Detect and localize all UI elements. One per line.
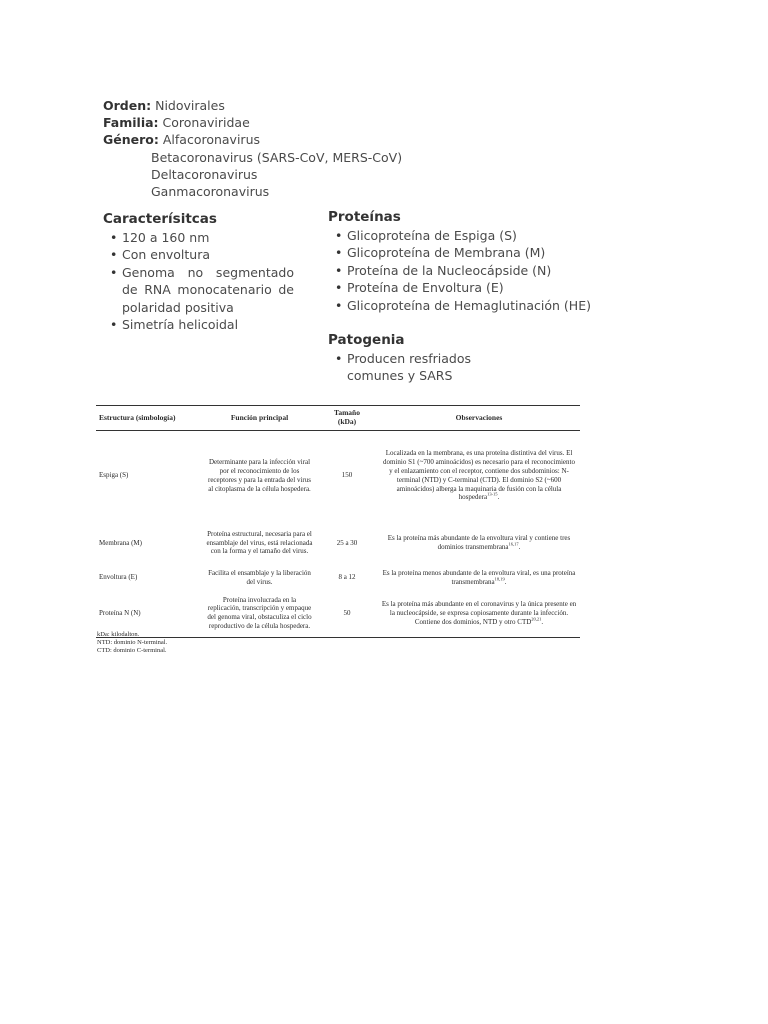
cell-estructura: Envoltura (E) <box>99 573 138 582</box>
cell-observaciones: Es la proteína menos abundante de la envoltura viral, es una proteína transmembrana$^{18,19}$. <box>382 568 576 586</box>
reference-superscript: 13-15 <box>487 492 498 498</box>
list-item: • Glicoproteína de Hemaglutinación (HE) <box>333 297 613 314</box>
genero-value: Betacoronavirus (SARS-CoV, MERS-CoV) <box>151 149 403 165</box>
list-item: • Proteína de Envoltura (E) <box>333 279 613 296</box>
familia-row <box>103 114 402 131</box>
caracteristicas-list <box>108 229 294 333</box>
list-item: • Proteína de la Nucleocápside (N) <box>333 262 613 279</box>
patogenia-list <box>333 350 533 385</box>
list-item: • Simetría helicoidal <box>108 316 294 333</box>
caracteristicas-title: Caracterísitcas <box>103 211 217 227</box>
header-observaciones: Observaciones <box>378 406 580 431</box>
footnote: NTD: dominio N-terminal. <box>97 638 168 646</box>
header-estructura: Estructura (simbología) <box>96 406 203 431</box>
list-item: • Con envoltura <box>108 246 294 263</box>
familia-value: Coronaviridae <box>162 115 250 131</box>
table-footnotes <box>97 631 167 654</box>
cell-observaciones: Es la proteína más abundante de la envoltura viral y contiene tres dominios transmembrana$^{16,17}$. <box>387 534 571 551</box>
header-tamano-text: Tamaño (kDa) <box>334 408 360 426</box>
cell-tamano: 8 a 12 <box>338 573 356 582</box>
cell-tamano: 25 a 30 <box>336 538 358 547</box>
table-row <box>96 590 580 638</box>
list-item: • Genoma no segmentado de RNA monocatenario de polaridad positiva <box>108 264 294 316</box>
cell-observaciones: Es la proteína más abundante en el coronavirus y la única presente en la nucleocápside, se expresa copiosamente durante la infección. Contiene dos dominios, NTD y otro CTD$^{20,21}$. <box>378 590 580 638</box>
reference-superscript: 20,21 <box>531 616 542 622</box>
orden-row <box>103 97 402 114</box>
observaciones-text: Es la proteína menos abundante de la envoltura viral, es una proteína transmembrana <box>382 568 576 586</box>
list-item: • Glicoproteína de Espiga (S) <box>333 227 613 244</box>
list-item: • Producen resfriados comunes y SARS <box>333 350 525 385</box>
footnote: kDa: kilodalton. <box>97 631 140 638</box>
cell-funcion: Facilita el ensamblaje y la liberación del virus. <box>208 568 311 586</box>
header-tamano <box>316 406 378 431</box>
protein-table <box>96 405 580 638</box>
reference-superscript: 18,19 <box>494 576 505 582</box>
taxonomy-block <box>103 97 402 200</box>
genero-label: Género: <box>103 132 159 148</box>
header-funcion: Función principal <box>203 406 316 431</box>
footnote: CTD: dominio C-terminal. <box>97 646 167 654</box>
observaciones-text: Es la proteína más abundante en el coronavirus y la única presente en la nucleocápside, se expresa copiosamente durante la infección. Contiene dos dominios, NTD y otro CTD <box>381 600 577 626</box>
table-row <box>96 521 580 566</box>
cell-estructura: Membrana (M) <box>99 538 142 547</box>
familia-label: Familia: <box>103 115 159 131</box>
cell-funcion: Determinante para la infección viral por el reconocimiento de los receptores y para la entrada del virus al citoplasma de la célula hospedera. <box>207 458 311 493</box>
proteinas-list <box>333 227 613 314</box>
cell-funcion: Proteína estructural, necesaria para el ensamblaje del virus, está relacionada con la forma y el tamaño del virus. <box>206 529 313 556</box>
observaciones-text: Es la proteína más abundante de la envoltura viral y contiene tres dominios transmembrana <box>387 534 571 551</box>
cell-funcion: Proteína involucrada en la replicación, transcripción y empaque del genoma viral, obstaculiza el ciclo reproductivo de la célula hospedera. <box>203 590 316 638</box>
cell-estructura: Proteína N (N) <box>96 590 203 638</box>
genero-value: Deltacoronavirus <box>151 166 258 182</box>
list-item: • 120 a 160 nm <box>108 229 294 246</box>
reference-superscript: 16,17 <box>508 541 519 547</box>
orden-label: Orden: <box>103 98 152 113</box>
cell-tamano: 150 <box>341 471 353 480</box>
cell-estructura: Espiga (S) <box>99 471 129 480</box>
table-row <box>96 431 580 521</box>
genero-value: Ganmacoronavirus <box>151 184 270 200</box>
cell-tamano: 50 <box>316 590 378 638</box>
table-header-row <box>96 406 580 431</box>
observaciones-text: Localizada en la membrana, es una proteína distintiva del virus. El dominio S1 (~700 aminoácidos) es necesario para el reconocimiento y el enlazamiento con el receptor, contiene dos subdominios: N-terminal (NTD) y C-terminal (CTD). El dominio S2 (~600 aminoácidos) alberga la maquinaria de fusión con la célula hospedera <box>383 449 575 502</box>
cell-observaciones: Localizada en la membrana, es una proteína distintiva del virus. El dominio S1 (~700 aminoácidos) es necesario para el reconocimiento y el enlazamiento con el receptor, contiene dos subdominios: N-terminal (NTD) y C-terminal (CTD). El dominio S2 (~600 aminoácidos) alberga la maquinaria de fusión con la célula hospedera$^{13-15}$. <box>383 449 575 502</box>
table-row <box>96 566 580 590</box>
genero-row <box>103 131 402 148</box>
proteinas-title: Proteínas <box>328 209 401 225</box>
patogenia-title: Patogenia <box>328 332 405 348</box>
orden-value: Nidovirales <box>155 98 225 113</box>
list-item: • Glicoproteína de Membrana (M) <box>333 244 613 261</box>
genero-value: Alfacoronavirus <box>162 132 261 148</box>
